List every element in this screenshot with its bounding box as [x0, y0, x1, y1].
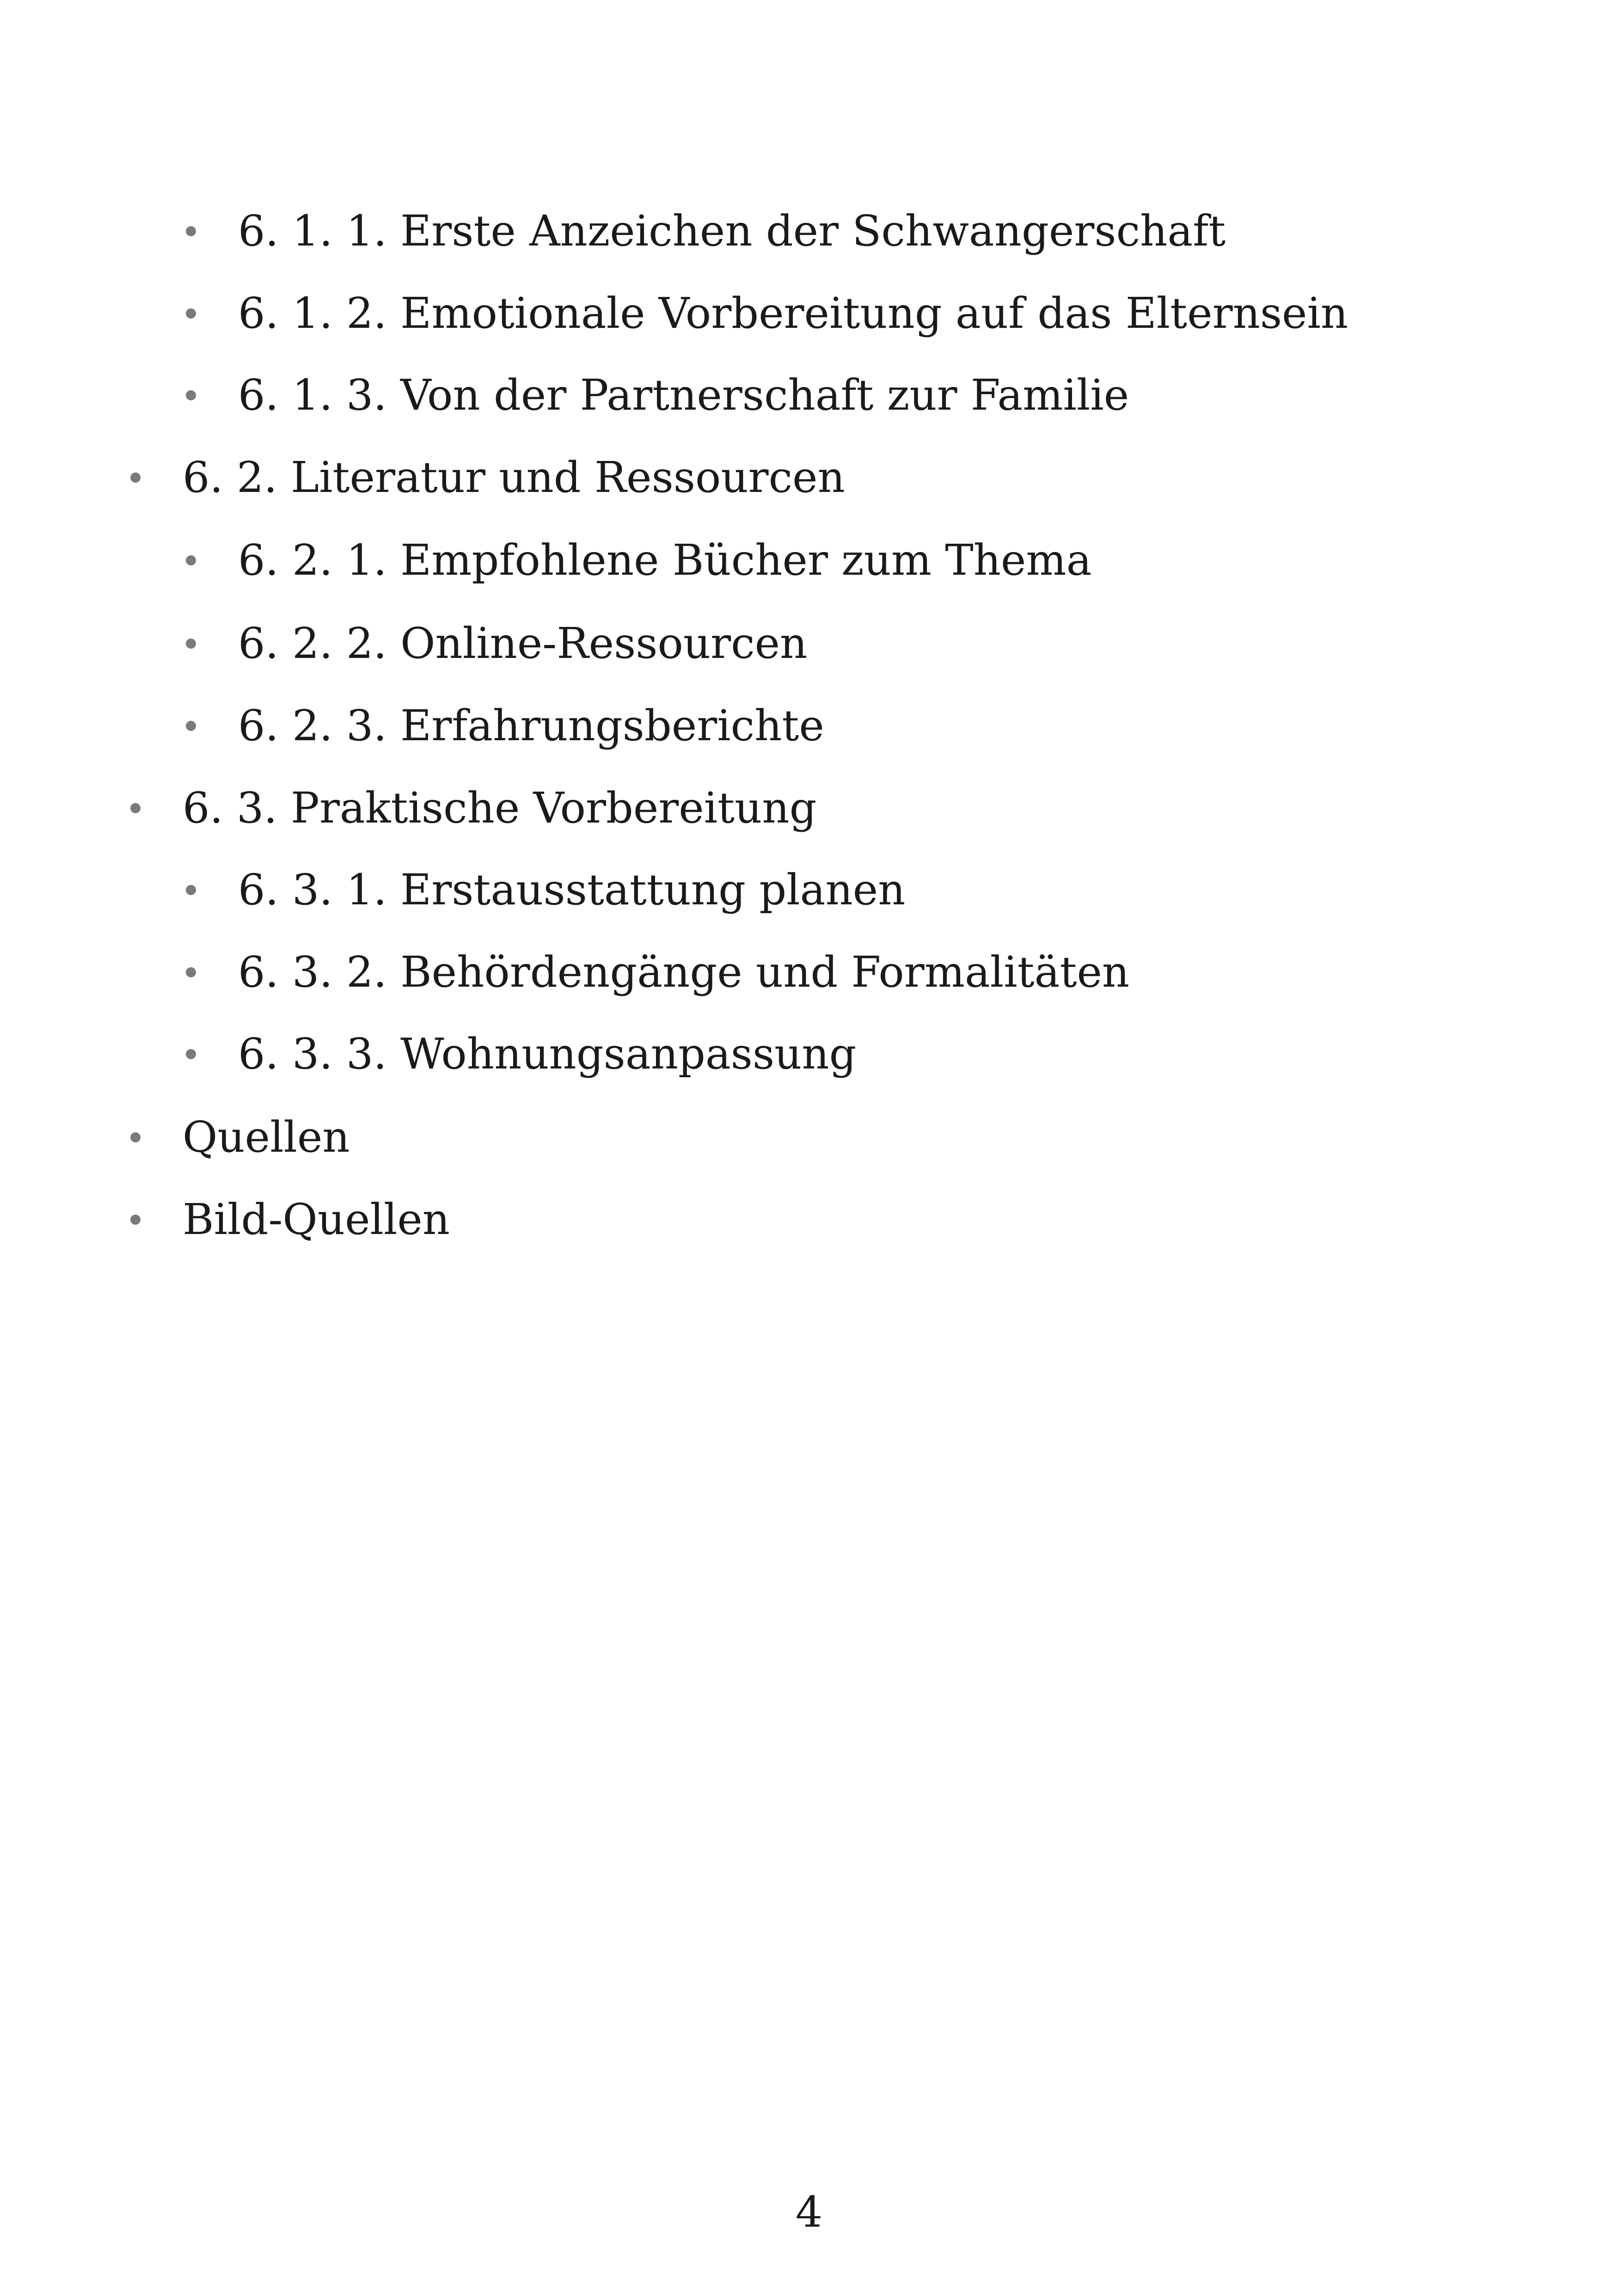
toc-entry-text: Quellen [183, 1112, 350, 1162]
bullet-icon [186, 885, 196, 895]
toc-entry-text: 6. 3. 3. Wohnungsanpassung [238, 1029, 857, 1079]
toc-entry-text: Bild-Quellen [183, 1195, 450, 1244]
toc-entry-text: 6. 1. 3. Von der Partnerschaft zur Familie [238, 370, 1129, 420]
toc-entry-text: 6. 3. Praktische Vorbereitung [183, 783, 817, 833]
toc-entry-text: 6. 2. Literatur und Ressourcen [183, 453, 845, 502]
bullet-icon [130, 1132, 141, 1142]
toc-entry-text: 6. 2. 3. Erfahrungsberichte [238, 701, 824, 750]
toc-entry-text: 6. 3. 1. Erstausstattung planen [238, 865, 906, 915]
toc-entry-text: 6. 2. 2. Online-Ressourcen [238, 619, 808, 668]
toc-entry-text: 6. 1. 1. Erste Anzeichen der Schwangerschaft [238, 206, 1226, 256]
bullet-icon [186, 226, 196, 236]
bullet-icon [186, 1049, 196, 1059]
bullet-icon [186, 308, 196, 319]
toc-entry-text: 6. 2. 1. Empfohlene Bücher zum Thema [238, 535, 1092, 585]
toc-entry-text: 6. 3. 2. Behördengänge und Formalitäten [238, 947, 1130, 997]
toc-entry-text: 6. 1. 2. Emotionale Vorbereitung auf das Elternsein [238, 289, 1348, 338]
bullet-icon [130, 803, 141, 813]
bullet-icon [186, 555, 196, 565]
bullet-icon [186, 967, 196, 977]
page-number: 4 [795, 2187, 823, 2237]
bullet-icon [130, 473, 141, 483]
bullet-icon [186, 638, 196, 649]
bullet-icon [186, 390, 196, 400]
bullet-icon [186, 721, 196, 731]
bullet-icon [130, 1215, 141, 1225]
